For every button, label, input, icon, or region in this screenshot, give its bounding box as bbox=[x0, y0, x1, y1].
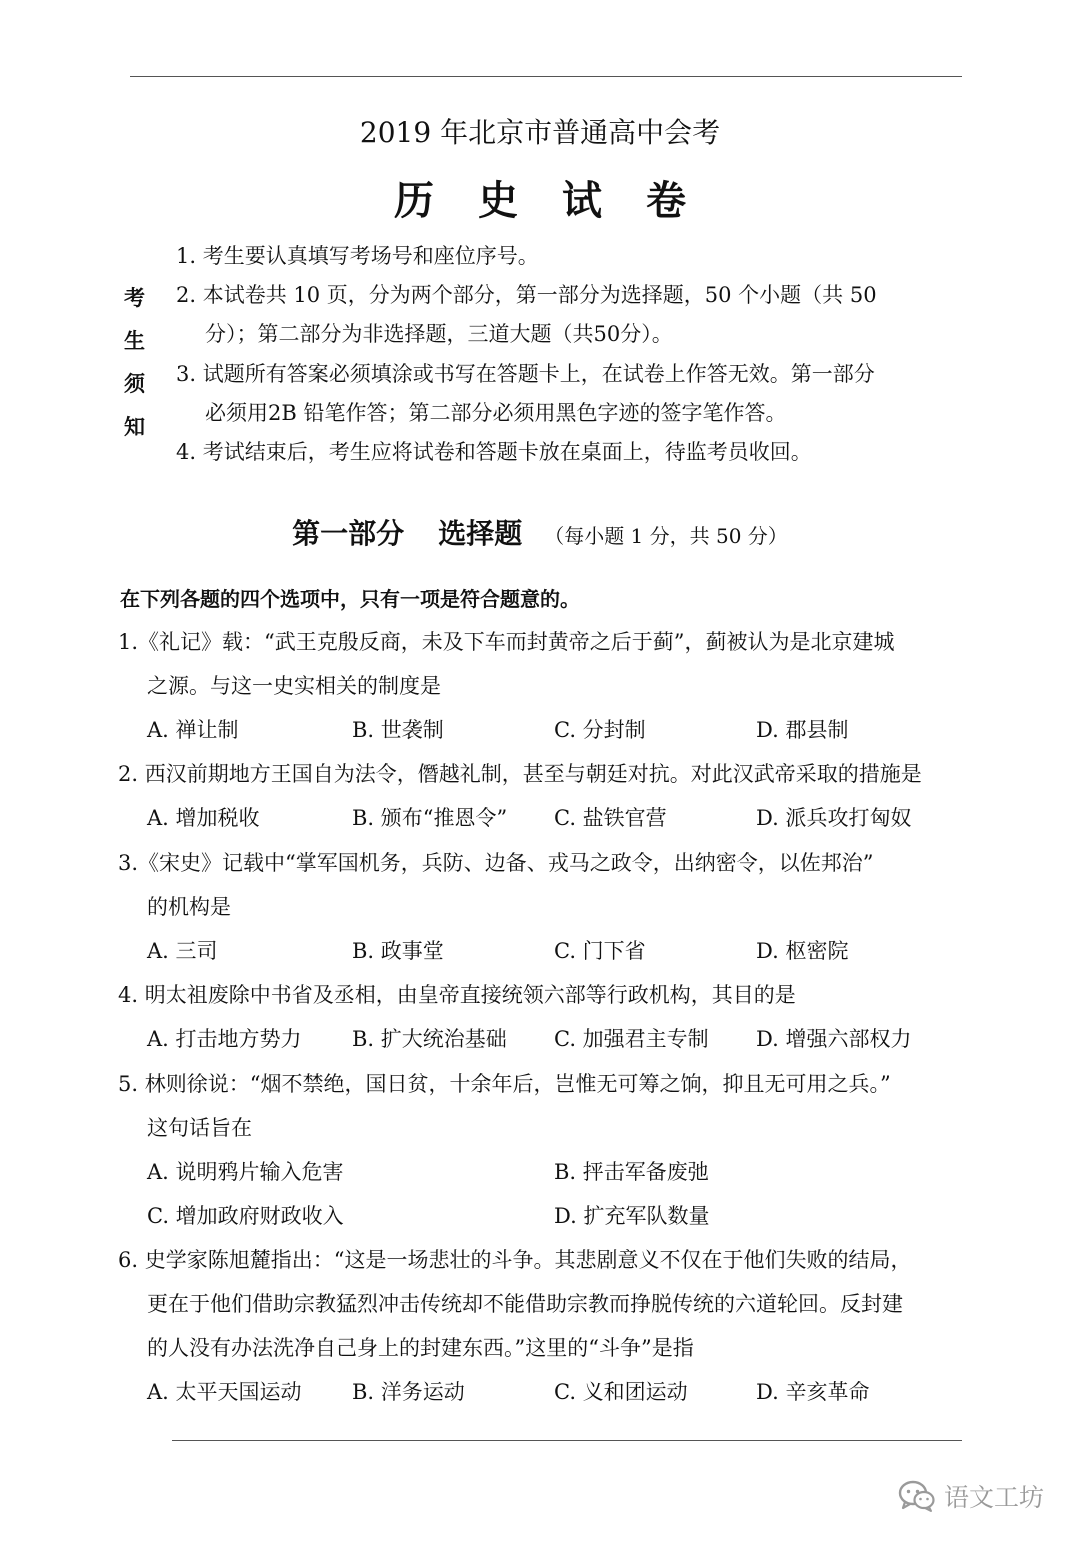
watermark bbox=[898, 1476, 1044, 1516]
question-stem-continuation: 更在于他们借助宗教猛烈冲击传统却不能借助宗教而挣脱传统的六道轮回。反封建 bbox=[147, 1292, 903, 1316]
option-d: D. 派兵攻打匈奴 bbox=[756, 806, 912, 830]
exam-title: 2019 年北京市普通高中会考 bbox=[359, 116, 721, 149]
notice-item-continuation: 分）；第二部分为非选择题，三道大题（共50分）。 bbox=[205, 322, 673, 346]
notice-item: 2. 本试卷共 10 页，分为两个部分，第一部分为选择题，50 个小题（共 50 bbox=[176, 283, 877, 307]
option-b: B. 政事堂 bbox=[352, 939, 444, 963]
option-d: D. 增强六部权力 bbox=[756, 1027, 912, 1051]
top-rule bbox=[130, 76, 962, 77]
wechat-icon bbox=[898, 1479, 936, 1513]
option-d: D. 辛亥革命 bbox=[756, 1380, 870, 1404]
notice-item: 3. 试题所有答案必须填涂或书写在答题卡上，在试卷上作答无效。第一部分 bbox=[176, 362, 875, 386]
question-stem-continuation: 的人没有办法洗净自己身上的封建东西。”这里的“斗争”是指 bbox=[147, 1336, 694, 1360]
option-a: A. 太平天国运动 bbox=[147, 1380, 302, 1404]
question-stem-continuation: 的机构是 bbox=[147, 895, 231, 919]
option-a: A. 增加税收 bbox=[147, 806, 260, 830]
option-b: B. 扩大统治基础 bbox=[352, 1027, 507, 1051]
part1-heading bbox=[0, 514, 1080, 558]
bottom-rule bbox=[172, 1440, 962, 1441]
notice-label-char: 须 bbox=[124, 371, 145, 396]
option-b: B. 抨击军备废弛 bbox=[554, 1160, 709, 1184]
question-stem: 6. 史学家陈旭麓指出：“这是一场悲壮的斗争。其悲剧意义不仅在于他们失败的结局， bbox=[118, 1248, 912, 1272]
option-b: B. 颁布“推恩令” bbox=[352, 806, 508, 830]
question-stem: 4. 明太祖废除中书省及丞相，由皇帝直接统领六部等行政机构，其目的是 bbox=[118, 983, 796, 1007]
option-a: A. 打击地方势力 bbox=[147, 1027, 302, 1051]
part1-score-note: （每小题 1 分，共 50 分） bbox=[544, 524, 788, 548]
notice-item: 4. 考试结束后，考生应将试卷和答题卡放在桌面上，待监考员收回。 bbox=[176, 440, 812, 464]
notice-label-char: 考 bbox=[124, 285, 145, 310]
question-stem-continuation: 这句话旨在 bbox=[147, 1116, 252, 1140]
option-c: C. 增加政府财政收入 bbox=[147, 1204, 344, 1228]
notice-label-char: 知 bbox=[124, 414, 145, 439]
question-stem-continuation: 之源。与这一史实相关的制度是 bbox=[147, 674, 441, 698]
part1-heading-type: 选择题 bbox=[438, 517, 523, 550]
option-b: B. 世袭制 bbox=[352, 718, 444, 742]
option-c: C. 义和团运动 bbox=[554, 1380, 688, 1404]
question-stem: 1.《礼记》载：“武王克殷反商，未及下车而封黄帝之后于蓟”，蓟被认为是北京建城 bbox=[118, 630, 895, 654]
question-stem: 5. 林则徐说：“烟不禁绝，国日贫，十余年后，岂惟无可筹之饷，抑且无可用之兵。” bbox=[118, 1072, 891, 1096]
option-a: A. 禅让制 bbox=[147, 718, 239, 742]
notice-item-continuation: 必须用2B 铅笔作答；第二部分必须用黑色字迹的签字笔作答。 bbox=[205, 401, 787, 425]
notice-label-char: 生 bbox=[124, 328, 145, 353]
notice-label bbox=[124, 276, 150, 448]
part1-heading-part: 第一部分 bbox=[292, 517, 405, 550]
option-c: C. 盐铁官营 bbox=[554, 806, 667, 830]
option-c: C. 门下省 bbox=[554, 939, 646, 963]
question-stem: 3.《宋史》记载中“掌军国机务，兵防、边备、戎马之政令，出纳密令，以佐邦治” bbox=[118, 851, 874, 875]
option-d: D. 郡县制 bbox=[756, 718, 849, 742]
option-a: A. 说明鸦片输入危害 bbox=[147, 1160, 344, 1184]
option-b: B. 洋务运动 bbox=[352, 1380, 465, 1404]
option-c: C. 分封制 bbox=[554, 718, 646, 742]
option-c: C. 加强君主专制 bbox=[554, 1027, 709, 1051]
question-stem: 2. 西汉前期地方王国自为法令，僭越礼制，甚至与朝廷对抗。对此汉武帝采取的措施是 bbox=[118, 762, 922, 786]
watermark-text: 语文工坊 bbox=[944, 1483, 1045, 1512]
subject-title: 历史试卷 bbox=[394, 177, 730, 224]
option-d: D. 枢密院 bbox=[756, 939, 849, 963]
part1-instruction: 在下列各题的四个选项中，只有一项是符合题意的。 bbox=[120, 587, 580, 611]
option-a: A. 三司 bbox=[147, 939, 218, 963]
notice-item: 1. 考生要认真填写考场号和座位序号。 bbox=[176, 244, 539, 268]
option-d: D. 扩充军队数量 bbox=[554, 1204, 710, 1228]
